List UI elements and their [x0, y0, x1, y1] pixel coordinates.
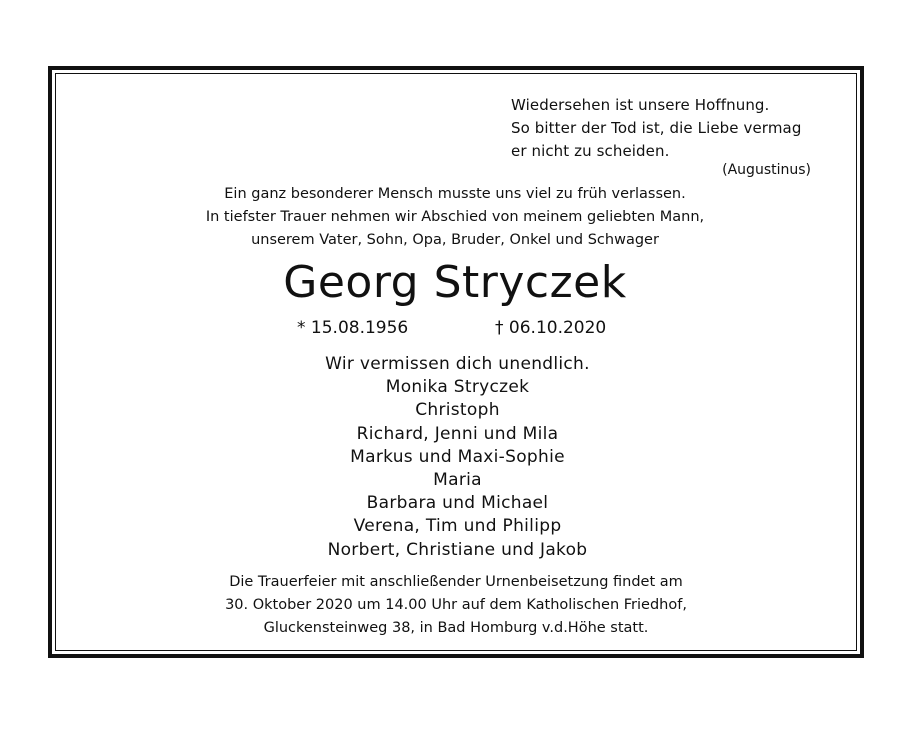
family-line: Verena, Tim und Philipp	[353, 516, 562, 537]
family-line: Monika Stryczek	[385, 377, 530, 398]
funeral-line: Die Trauerfeier mit anschließender Urnenbeisetzung findet am	[229, 574, 683, 590]
family-line: Maria	[433, 470, 482, 491]
funeral-notice	[140, 571, 772, 640]
funeral-line: 30. Oktober 2020 um 14.00 Uhr auf dem Katholischen Friedhof,	[225, 597, 687, 613]
quote-line: er nicht zu scheiden.	[511, 142, 670, 160]
family-line: Markus und Maxi-Sophie	[350, 446, 565, 467]
death-date: † 06.10.2020	[495, 318, 607, 338]
intro-line: Ein ganz besonderer Mensch musste uns viel zu früh verlassen.	[224, 186, 686, 202]
family-line: Barbara und Michael	[366, 493, 549, 514]
deceased-name: Georg Stryczek	[283, 257, 627, 308]
intro-line: In tiefster Trauer nehmen wir Abschied von meinem geliebten Mann,	[205, 209, 705, 225]
quote-line: Wiedersehen ist unsere Hoffnung.	[511, 96, 770, 114]
funeral-line: Gluckensteinweg 38, in Bad Homburg v.d.Höhe statt.	[263, 620, 649, 636]
family-line: Richard, Jenni und Mila	[356, 423, 559, 444]
quote-source: (Augustinus)	[722, 162, 811, 178]
intro-line: unserem Vater, Sohn, Opa, Bruder, Onkel und Schwager	[251, 232, 659, 248]
intro-text	[140, 183, 770, 252]
family-line: Christoph	[415, 400, 500, 421]
family-line: Norbert, Christiane und Jakob	[327, 539, 588, 560]
family-list	[200, 353, 715, 562]
family-line: Wir vermissen dich unendlich.	[325, 354, 590, 374]
quote-line: So bitter der Tod ist, die Liebe vermag	[511, 119, 802, 137]
quote-block	[511, 94, 831, 163]
birth-date: * 15.08.1956	[297, 318, 409, 338]
